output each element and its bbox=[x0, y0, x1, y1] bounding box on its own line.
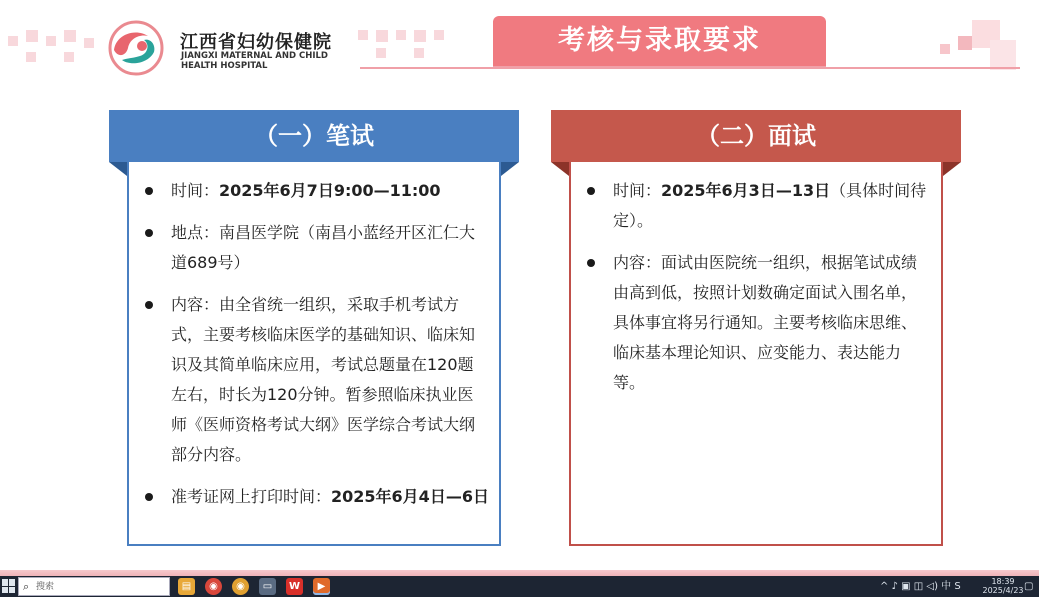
hospital-name-en-line1: JIANGXI MATERNAL AND CHILD bbox=[181, 51, 328, 61]
decoration-square bbox=[358, 30, 368, 40]
item-value: 2025年6月7日9:00—11:00 bbox=[219, 181, 441, 200]
clock-date[interactable]: 2025/4/23 bbox=[982, 586, 1024, 595]
written-exam-heading: （一）笔试 bbox=[109, 110, 519, 162]
list-item bbox=[129, 218, 489, 278]
decoration-square bbox=[26, 52, 36, 62]
item-label: 地点： bbox=[171, 223, 220, 242]
interview-heading: （二）面试 bbox=[551, 110, 961, 162]
decoration-square bbox=[958, 36, 972, 50]
item-label: 时间： bbox=[613, 181, 662, 200]
taskbar-search-box[interactable] bbox=[18, 577, 170, 596]
start-logo-pane bbox=[2, 587, 8, 594]
start-logo-pane bbox=[9, 579, 15, 586]
system-tray[interactable]: ^ ♪ ▣ ◫ ◁) 中 S bbox=[880, 581, 961, 592]
item-label: 准考证网上打印时间： bbox=[171, 487, 332, 506]
ribbon-fold bbox=[501, 162, 519, 176]
decoration-square bbox=[8, 36, 18, 46]
decoration-square bbox=[990, 40, 1016, 70]
ribbon-fold bbox=[551, 162, 569, 176]
presentation-icon[interactable]: ▶ bbox=[313, 578, 330, 595]
decoration-square bbox=[414, 48, 424, 58]
item-label: 时间： bbox=[171, 181, 220, 200]
decoration-square bbox=[940, 44, 950, 54]
list-item bbox=[571, 176, 931, 236]
decoration-square bbox=[376, 30, 388, 42]
decoration-square bbox=[64, 30, 76, 42]
item-label: 内容： bbox=[613, 253, 662, 272]
file-explorer-icon[interactable]: ▤ bbox=[178, 578, 195, 595]
item-value: 2025年6月4日—6日 bbox=[331, 487, 489, 506]
item-text: 南昌医学院（南昌小蓝经开区汇仁大道689号） bbox=[171, 223, 476, 272]
hospital-name-cn: 江西省妇幼保健院 bbox=[180, 32, 332, 53]
app-window-icon[interactable]: ▭ bbox=[259, 578, 276, 595]
decoration-square bbox=[84, 38, 94, 48]
ribbon-fold bbox=[109, 162, 127, 176]
wps-icon[interactable]: W bbox=[286, 578, 303, 595]
decoration-square bbox=[396, 30, 406, 40]
list-item bbox=[129, 482, 489, 512]
clock-time[interactable]: 18:39 bbox=[991, 577, 1015, 586]
search-placeholder: 搜索 bbox=[36, 582, 55, 592]
item-label: 内容： bbox=[171, 295, 220, 314]
notification-icon[interactable]: ▢ bbox=[1024, 581, 1034, 592]
list-item bbox=[129, 176, 489, 206]
hospital-name-en-line2: HEALTH HOSPITAL bbox=[181, 61, 268, 71]
item-value: 2025年6月3日—13日 bbox=[661, 181, 831, 200]
search-icon: ⌕ bbox=[23, 580, 30, 593]
interview-card bbox=[551, 110, 961, 546]
interview-body bbox=[569, 162, 943, 546]
start-logo-pane bbox=[9, 587, 15, 594]
decoration-square bbox=[434, 30, 444, 40]
item-text: 面试由医院统一组织，根据笔试成绩由高到低，按照计划数确定面试入围名单，具体事宜将另行通知。主要考核临床思维、临床基本理论知识、应变能力、表达能力等。 bbox=[613, 253, 918, 392]
hospital-name-en bbox=[181, 51, 328, 71]
list-item bbox=[571, 248, 931, 398]
ribbon-fold bbox=[943, 162, 961, 176]
chrome-icon[interactable]: ◉ bbox=[205, 578, 222, 595]
item-text: 由全省统一组织，采取手机考试方式，主要考核临床医学的基础知识、临床知识及其简单临床应用，考试总题量在120题左右，时长为120分钟。暂参照临床执业医师《医师资格考试大纲》医学综合考试大纲部分内容。 bbox=[171, 295, 476, 464]
item-text: （具体时间待定）。 bbox=[613, 181, 927, 230]
decoration-square bbox=[414, 30, 426, 42]
page-title: 考核与录取要求 bbox=[493, 16, 826, 66]
chrome-alt-icon[interactable]: ◉ bbox=[232, 578, 249, 595]
start-button[interactable] bbox=[2, 579, 16, 593]
hospital-logo-icon bbox=[102, 20, 172, 76]
list-item bbox=[129, 290, 489, 470]
written-exam-body bbox=[127, 162, 501, 546]
written-exam-card bbox=[109, 110, 519, 597]
decoration-square bbox=[46, 36, 56, 46]
decoration-square bbox=[26, 30, 38, 42]
decoration-square bbox=[64, 52, 74, 62]
windows-taskbar bbox=[0, 576, 1039, 597]
start-logo-pane bbox=[2, 579, 8, 586]
decoration-square bbox=[376, 48, 386, 58]
